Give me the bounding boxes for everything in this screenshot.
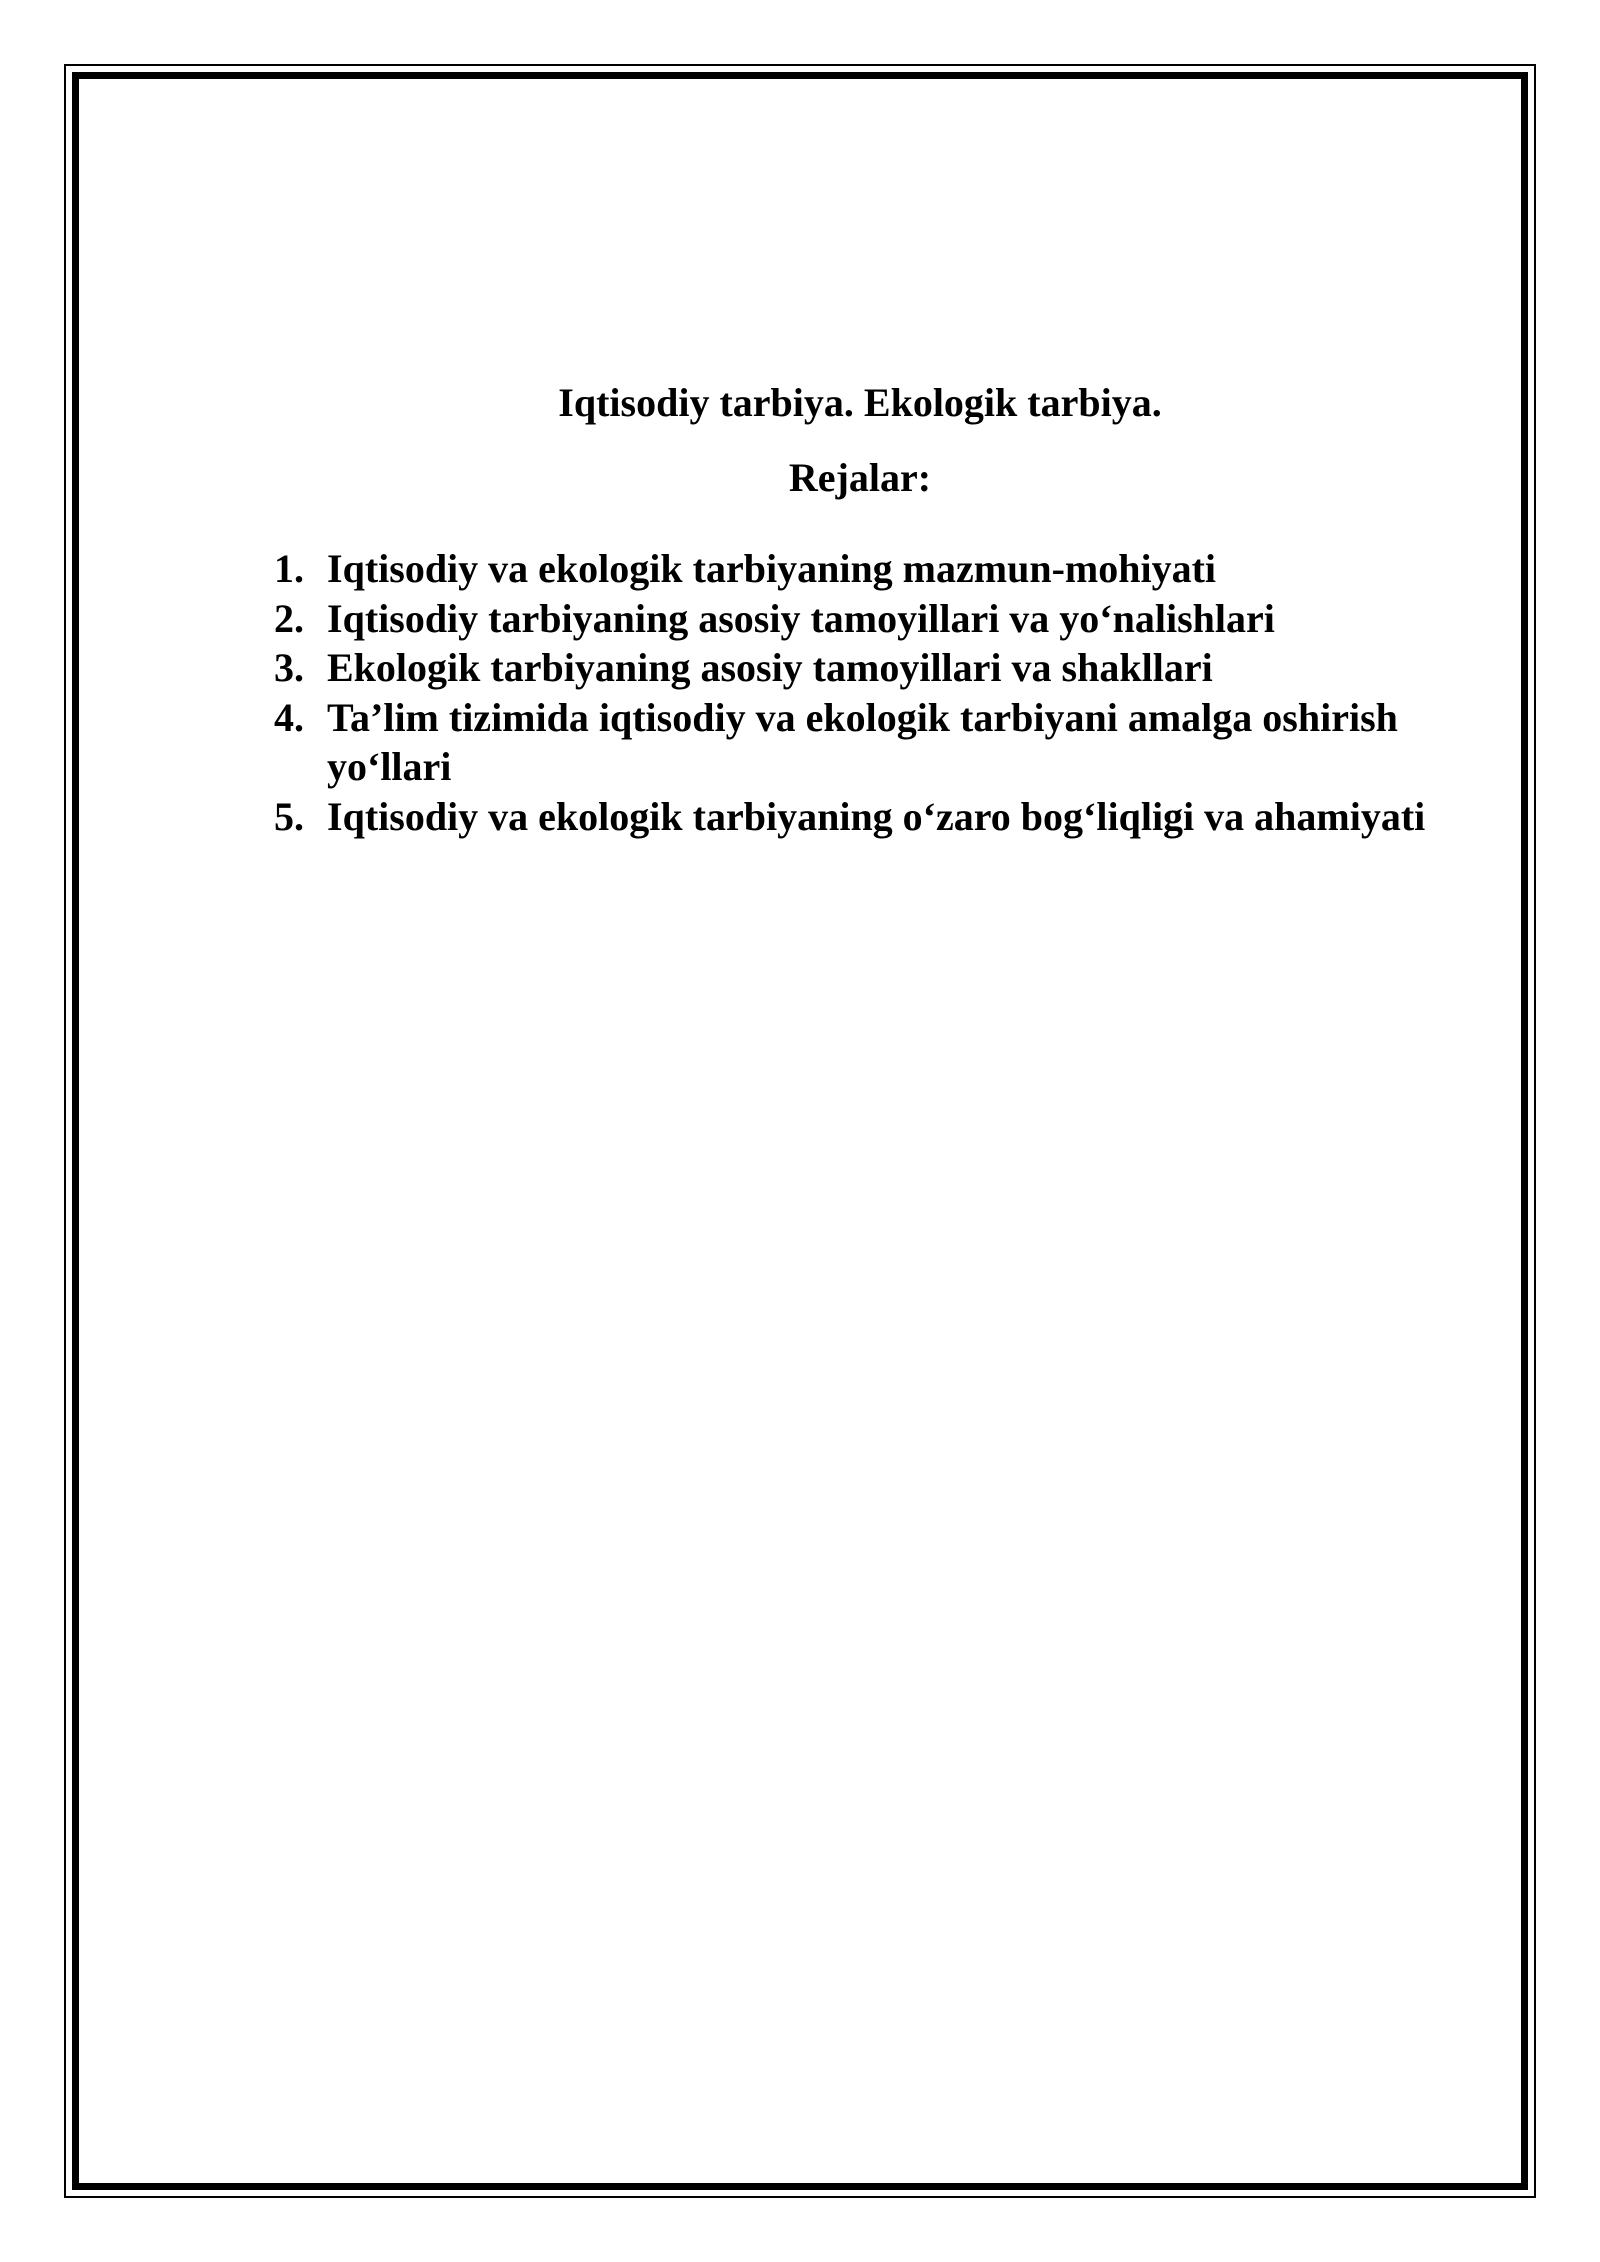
plan-item-text: Ekologik tarbiyaning asosiy tamoyillari va shakllari [327, 645, 1213, 690]
plan-item-number: 4. [274, 694, 304, 740]
plan-item-text: Iqtisodiy tarbiyaning asosiy tamoyillari va yo‘nalishlari [327, 595, 1275, 641]
plan-item-number: 2. [274, 595, 304, 641]
plan-item-text: Iqtisodiy va ekologik tarbiyaning o‘zaro bog‘liqligi va ahamiyati [327, 793, 1426, 839]
page-title: Iqtisodiy tarbiya. Ekologik tarbiya. [558, 380, 1162, 425]
plan-item-number: 5. [274, 793, 304, 839]
plan-item-4 [274, 693, 1494, 792]
plan-list [274, 544, 1494, 841]
plan-item-3 [274, 643, 1494, 693]
plan-item-number: 3. [274, 645, 304, 690]
plan-item-1 [274, 544, 1494, 594]
page-subtitle: Rejalar: [788, 455, 932, 500]
plan-item-number: 1. [274, 546, 304, 591]
plan-item-text: Ta’lim tizimida iqtisodiy va ekologik tarbiyani amalga oshirish yo‘llari [327, 694, 1398, 789]
plan-item-5 [274, 792, 1494, 842]
plan-item-text: Iqtisodiy va ekologik tarbiyaning mazmun-mohiyati [327, 546, 1217, 591]
plan-item-2 [274, 594, 1494, 644]
